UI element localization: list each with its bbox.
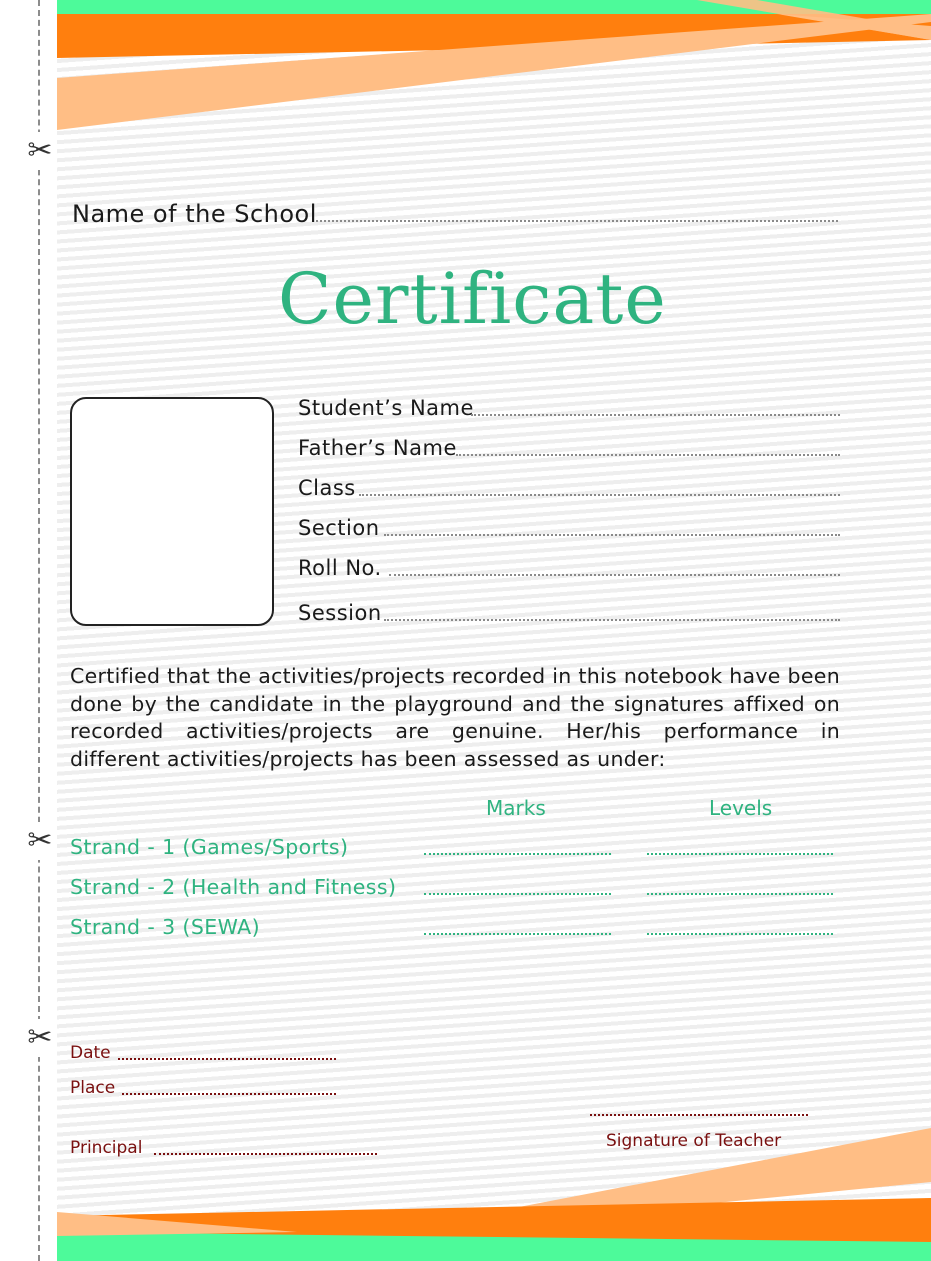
- principal-label: Principal: [70, 1138, 143, 1158]
- certification-statement: Certified that the activities/projects recorded in this notebook have been done by the candidate in the playground and the signatures affixed on recorded activities/projects are genuine. Her/his performance in different activities/projects has been assessed as under:: [70, 664, 840, 771]
- strand-1-label: Strand - 1 (Games/Sports): [70, 835, 349, 859]
- strand-2-marks-line[interactable]: [424, 893, 611, 895]
- student-name-line[interactable]: [471, 414, 840, 416]
- student-name-label: Student’s Name: [298, 396, 474, 420]
- section-label: Section: [298, 516, 380, 540]
- strand-2-levels-line[interactable]: [647, 893, 833, 895]
- strand-1-marks-line[interactable]: [424, 853, 611, 855]
- strand-3-marks-line[interactable]: [424, 933, 611, 935]
- teacher-signature-label: Signature of Teacher: [606, 1131, 782, 1151]
- father-name-line[interactable]: [456, 454, 840, 456]
- scissors-icon: ✂: [27, 133, 53, 168]
- scissors-icon: ✂: [27, 1020, 53, 1055]
- levels-header: Levels: [709, 796, 773, 820]
- strand-2-label: Strand - 2 (Health and Fitness): [70, 875, 397, 899]
- session-label: Session: [298, 601, 382, 625]
- photo-placeholder[interactable]: [70, 397, 274, 626]
- school-name-label: Name of the School: [72, 200, 317, 228]
- section-line[interactable]: [384, 534, 840, 536]
- certificate-page: [57, 0, 931, 1261]
- bottom-decoration: [57, 1120, 931, 1261]
- date-label: Date: [70, 1043, 111, 1063]
- father-name-label: Father’s Name: [298, 436, 457, 460]
- cut-line: [38, 0, 40, 1261]
- place-label: Place: [70, 1078, 116, 1098]
- top-decoration: [57, 0, 931, 135]
- principal-signature-line[interactable]: [154, 1153, 377, 1155]
- scissors-icon: ✂: [27, 823, 53, 858]
- class-label: Class: [298, 476, 356, 500]
- marks-header: Marks: [486, 796, 546, 820]
- strand-1-levels-line[interactable]: [647, 853, 833, 855]
- date-line[interactable]: [118, 1058, 336, 1060]
- session-line[interactable]: [384, 619, 840, 621]
- class-line[interactable]: [359, 494, 840, 496]
- strand-3-levels-line[interactable]: [647, 933, 833, 935]
- strand-3-label: Strand - 3 (SEWA): [70, 915, 260, 939]
- teacher-signature-line[interactable]: [590, 1114, 808, 1116]
- roll-no-line[interactable]: [389, 574, 840, 576]
- place-line[interactable]: [122, 1093, 336, 1095]
- certificate-title: Certificate: [278, 258, 667, 340]
- roll-no-label: Roll No.: [298, 556, 382, 580]
- school-name-line[interactable]: [316, 220, 838, 222]
